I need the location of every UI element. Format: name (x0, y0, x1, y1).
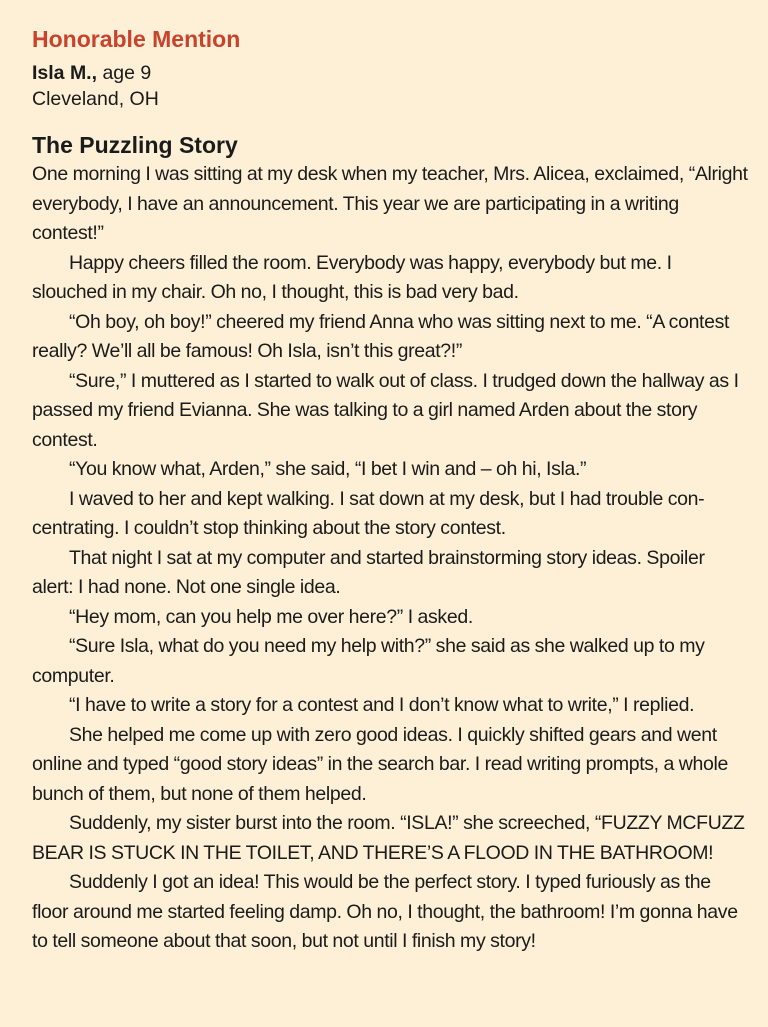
story-paragraph: Suddenly, my sister burst into the room. “ISLA!” she screeched, “FUZZY MCFUZZ BEAR IS STUCK IN THE TOILET, AND THERE’S A FLOOD IN THE BATHROOM! (32, 812, 745, 864)
story-paragraph: She helped me come up with zero good ideas. I quickly shifted gears and went online and typed “good story ideas” in the search bar. I read writing prompts, a whole bunch of them, but none of them helped. (32, 723, 728, 805)
story-paragraph: “Sure Isla, what do you need my help with?” she said as she walked up to my computer. (32, 635, 705, 687)
award-heading: Honorable Mention (32, 26, 241, 52)
author-name: Isla M., (32, 62, 98, 84)
author-location: Cleveland, OH (32, 88, 159, 110)
story-paragraph: “Sure,” I muttered as I started to walk out of class. I trudged down the hallway as I passed my friend Evianna. She was talking to a girl named Arden about the story contest. (32, 369, 739, 451)
story-paragraph: “I have to write a story for a contest and I don’t know what to write,” I replied. (69, 694, 695, 716)
story-paragraph: “Hey mom, can you help me over here?” I asked. (69, 605, 473, 628)
story-paragraph: “You know what, Arden,” she said, “I bet I win and – oh hi, Isla.” (69, 458, 587, 480)
story-paragraph: One morning I was sitting at my desk when my teacher, Mrs. Alicea, exclaimed, “Alright everybody, I have an announcement. This year we are participating in a writing contest!” (32, 163, 748, 244)
author-line (32, 60, 748, 86)
story-title: The Puzzling Story (32, 132, 238, 158)
author-age: age 9 (97, 62, 152, 84)
story-paragraph: Suddenly I got an idea! This would be the perfect story. I typed furiously as the floor around me started feeling damp. Oh no, I thought, the bathroom! I’m gonna have to tell someone about that soon, but not until I finish my story! (32, 871, 738, 952)
story-paragraph: Happy cheers filled the room. Everybody was happy, everybody but me. I slouched in my chair. Oh no, I thought, this is bad very bad. (32, 251, 672, 303)
story-paragraph: I waved to her and kept walking. I sat down at my desk, but I had trouble concentrating. I couldn’t stop thinking about the story contest. (32, 487, 705, 539)
story-body (32, 160, 748, 957)
story-paragraph: That night I sat at my computer and started brainstorming story ideas. Spoiler alert: I had none. Not one single idea. (32, 546, 705, 598)
story-paragraph: “Oh boy, oh boy!” cheered my friend Anna who was sitting next to me. “A contest really? We’ll all be famous! Oh Isla, isn’t this great?!” (32, 310, 730, 362)
